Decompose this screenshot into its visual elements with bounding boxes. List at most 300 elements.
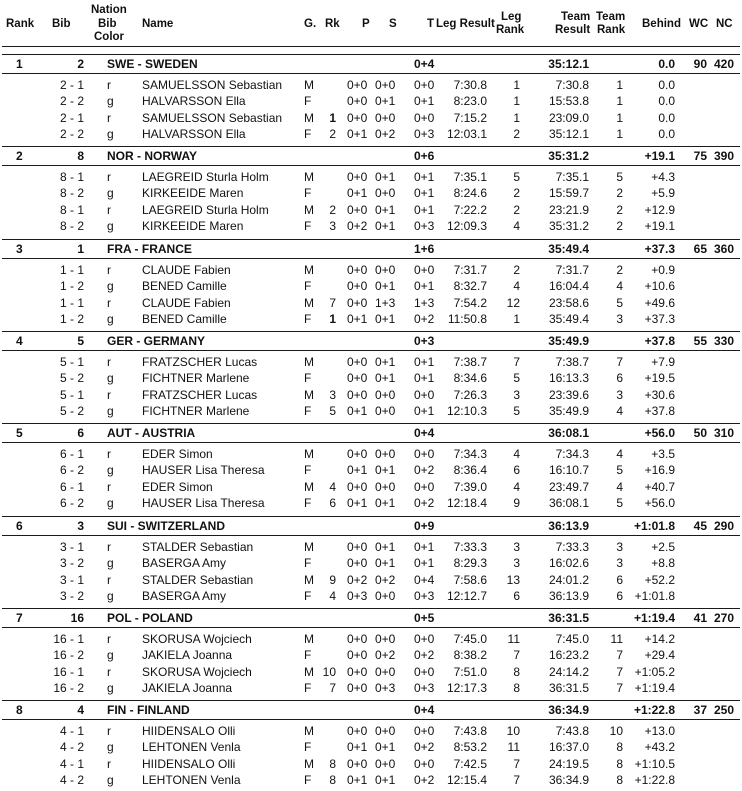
leg-s: 0+1 <box>375 556 396 571</box>
leg-leg-result: 8:36.4 <box>453 463 487 478</box>
leg-leg-rank: 2 <box>513 186 520 201</box>
leg-bib: 1 - 2 <box>59 279 84 294</box>
leg-color: g <box>107 219 114 234</box>
leg-team-result: 24:19.5 <box>548 756 589 771</box>
leg-team-result: 16:23.2 <box>548 648 589 663</box>
leg-t: 0+2 <box>414 496 435 511</box>
leg-team-rank: 2 <box>616 186 623 201</box>
leg-p: 0+0 <box>347 479 368 494</box>
team-bib: 1 <box>77 242 84 256</box>
leg-leg-result: 8:29.3 <box>453 556 487 571</box>
leg-bib: 16 - 2 <box>53 648 84 663</box>
team-row <box>2 516 740 536</box>
leg-leg-rank: 4 <box>513 279 520 294</box>
leg-name: LEHTONEN Venla <box>142 773 241 788</box>
leg-row <box>0 387 742 403</box>
team-bib: 6 <box>77 426 84 440</box>
header-name: Name <box>142 18 174 30</box>
leg-color: r <box>107 756 111 771</box>
leg-rk: 4 <box>329 479 336 494</box>
leg-behind: +1:22.8 <box>634 773 675 788</box>
leg-row <box>0 555 742 571</box>
leg-color: g <box>107 740 114 755</box>
leg-row <box>0 647 742 663</box>
team-row <box>2 700 740 720</box>
leg-s: 0+0 <box>375 632 396 647</box>
leg-color: r <box>107 110 111 125</box>
team-team-result: 35:31.2 <box>548 149 589 163</box>
leg-s: 0+2 <box>375 572 396 587</box>
leg-team-result: 16:04.4 <box>548 279 589 294</box>
header-s: S <box>389 18 397 30</box>
header-nation-line1: Nation <box>91 4 127 16</box>
leg-bib: 3 - 1 <box>59 572 84 587</box>
header-t: T <box>427 18 435 30</box>
leg-name: FICHTNER Marlene <box>142 404 250 419</box>
leg-team-result: 7:31.7 <box>555 263 589 278</box>
leg-name: HALVARSSON Ella <box>142 94 246 109</box>
leg-name: KIRKEEIDE Maren <box>142 186 244 201</box>
leg-t: 0+1 <box>414 202 435 217</box>
leg-t: 0+2 <box>414 648 435 663</box>
leg-rk: 8 <box>329 756 336 771</box>
leg-bib: 6 - 2 <box>59 496 84 511</box>
leg-leg-rank: 11 <box>507 740 520 755</box>
team-wc: 55 <box>693 334 707 348</box>
leg-t: 0+0 <box>414 664 435 679</box>
leg-name: HAUSER Lisa Theresa <box>142 463 265 478</box>
leg-leg-rank: 9 <box>513 496 520 511</box>
leg-bib: 6 - 1 <box>59 479 84 494</box>
leg-row <box>0 631 742 647</box>
leg-leg-rank: 5 <box>513 170 520 185</box>
leg-t: 0+3 <box>414 681 435 696</box>
leg-leg-result: 11:50.8 <box>447 312 487 327</box>
leg-color: g <box>107 648 114 663</box>
team-nc: 290 <box>713 519 734 533</box>
leg-rk: 4 <box>329 589 336 604</box>
team-row <box>2 331 740 351</box>
leg-team-rank: 7 <box>616 355 623 370</box>
leg-behind: 0.0 <box>658 127 675 142</box>
leg-leg-result: 7:31.7 <box>453 263 487 278</box>
leg-name: HALVARSSON Ella <box>142 127 246 142</box>
team-behind: +56.0 <box>644 426 675 440</box>
leg-g: M <box>304 756 314 771</box>
leg-s: 0+1 <box>375 170 396 185</box>
leg-bib: 5 - 1 <box>59 387 84 402</box>
leg-team-result: 24:01.2 <box>548 572 589 587</box>
leg-t: 1+3 <box>414 295 435 310</box>
team-block <box>0 331 742 419</box>
leg-leg-rank: 13 <box>506 572 520 587</box>
leg-team-result: 35:12.1 <box>548 127 589 142</box>
leg-row <box>0 772 742 788</box>
leg-team-result: 7:45.0 <box>555 632 589 647</box>
leg-t: 0+0 <box>414 387 435 402</box>
team-rank: 6 <box>16 519 23 533</box>
leg-t: 0+4 <box>414 572 435 587</box>
leg-bib: 3 - 2 <box>59 556 84 571</box>
leg-g: F <box>304 94 312 109</box>
leg-team-rank: 6 <box>616 589 623 604</box>
leg-g: M <box>304 632 314 647</box>
team-wc: 45 <box>693 519 707 533</box>
leg-team-rank: 1 <box>616 127 623 142</box>
leg-behind: 0.0 <box>658 78 675 93</box>
leg-p: 0+1 <box>347 773 368 788</box>
leg-color: r <box>107 295 111 310</box>
leg-color: r <box>107 540 111 555</box>
leg-leg-rank: 7 <box>513 648 520 663</box>
leg-behind: +40.7 <box>644 479 675 494</box>
leg-leg-result: 8:34.6 <box>453 371 487 386</box>
leg-leg-rank: 7 <box>513 355 520 370</box>
leg-behind: +14.2 <box>644 632 675 647</box>
team-bib: 3 <box>77 519 84 533</box>
team-team-result: 35:12.1 <box>548 57 589 71</box>
team-behind: +37.8 <box>644 334 675 348</box>
team-nation: FIN - FINLAND <box>107 703 190 717</box>
team-nation: POL - POLAND <box>107 611 193 625</box>
leg-t: 0+1 <box>414 371 435 386</box>
leg-t: 0+0 <box>414 78 435 93</box>
leg-team-rank: 1 <box>616 94 623 109</box>
team-block <box>0 54 742 142</box>
leg-leg-result: 12:15.4 <box>446 773 487 788</box>
team-bib: 8 <box>77 149 84 163</box>
leg-row <box>0 664 742 680</box>
leg-behind: +1:05.2 <box>634 664 675 679</box>
team-t: 0+4 <box>414 703 435 717</box>
leg-p: 0+0 <box>347 447 368 462</box>
leg-p: 0+1 <box>347 404 368 419</box>
header-leg-rank-line2: Rank <box>496 24 525 36</box>
leg-leg-result: 12:03.1 <box>446 127 487 142</box>
leg-t: 0+1 <box>414 94 435 109</box>
leg-bib: 5 - 2 <box>59 371 84 386</box>
leg-leg-rank: 12 <box>506 295 520 310</box>
leg-color: r <box>107 572 111 587</box>
leg-bib: 4 - 2 <box>59 773 84 788</box>
leg-g: F <box>304 648 312 663</box>
leg-g: F <box>304 312 312 327</box>
leg-behind: 0.0 <box>658 94 675 109</box>
leg-s: 0+1 <box>375 496 396 511</box>
leg-p: 0+2 <box>347 572 368 587</box>
leg-p: 0+0 <box>347 387 368 402</box>
leg-rk: 2 <box>329 202 336 217</box>
leg-name: CLAUDE Fabien <box>142 263 231 278</box>
team-nc: 360 <box>713 242 734 256</box>
leg-p: 0+0 <box>347 371 368 386</box>
leg-team-result: 23:09.0 <box>548 110 589 125</box>
leg-team-rank: 1 <box>616 78 623 93</box>
leg-team-rank: 7 <box>616 681 623 696</box>
leg-color: g <box>107 279 114 294</box>
leg-name: BENED Camille <box>142 279 227 294</box>
leg-g: M <box>304 664 314 679</box>
leg-row <box>0 311 742 327</box>
leg-color: r <box>107 78 111 93</box>
team-nation: GER - GERMANY <box>107 334 206 348</box>
leg-g: M <box>304 387 314 402</box>
leg-g: M <box>304 110 314 125</box>
header-nation-line3: Color <box>94 31 125 43</box>
leg-s: 0+0 <box>375 186 396 201</box>
leg-name: FRATZSCHER Lucas <box>142 387 258 402</box>
leg-leg-result: 7:51.0 <box>453 664 487 679</box>
leg-row <box>0 723 742 739</box>
header-wc: WC <box>689 18 709 30</box>
leg-p: 0+0 <box>347 279 368 294</box>
leg-color: g <box>107 404 114 419</box>
leg-leg-rank: 3 <box>513 556 520 571</box>
leg-rk: 2 <box>329 127 336 142</box>
leg-t: 0+2 <box>414 773 435 788</box>
leg-s: 0+0 <box>375 78 396 93</box>
leg-behind: +0.9 <box>651 263 675 278</box>
leg-bib: 2 - 2 <box>59 94 84 109</box>
leg-g: F <box>304 496 312 511</box>
leg-leg-rank: 6 <box>513 463 520 478</box>
leg-rk: 8 <box>329 773 336 788</box>
leg-team-rank: 2 <box>616 219 623 234</box>
leg-row <box>0 370 742 386</box>
leg-t: 0+0 <box>414 447 435 462</box>
team-nc: 270 <box>713 611 734 625</box>
leg-name: EDER Simon <box>142 447 213 462</box>
leg-color: g <box>107 556 114 571</box>
leg-p: 0+0 <box>347 295 368 310</box>
leg-g: F <box>304 681 312 696</box>
leg-team-rank: 4 <box>616 279 623 294</box>
leg-s: 0+1 <box>375 371 396 386</box>
leg-p: 0+0 <box>347 110 368 125</box>
leg-p: 0+0 <box>347 632 368 647</box>
leg-leg-rank: 11 <box>507 632 520 647</box>
leg-g: M <box>304 572 314 587</box>
leg-color: g <box>107 496 114 511</box>
leg-t: 0+3 <box>414 589 435 604</box>
leg-team-result: 36:31.5 <box>548 681 589 696</box>
leg-name: HAUSER Lisa Theresa <box>142 496 265 511</box>
leg-color: g <box>107 186 114 201</box>
leg-team-result: 15:53.8 <box>548 94 589 109</box>
leg-leg-result: 12:12.7 <box>446 589 487 604</box>
leg-leg-result: 8:32.7 <box>453 279 487 294</box>
team-nation: AUT - AUSTRIA <box>107 426 196 440</box>
leg-bib: 4 - 1 <box>59 724 84 739</box>
leg-leg-result: 7:26.3 <box>453 387 487 402</box>
leg-p: 0+0 <box>347 664 368 679</box>
leg-bib: 2 - 1 <box>59 78 84 93</box>
leg-team-result: 35:31.2 <box>548 219 589 234</box>
leg-rk: 9 <box>329 572 336 587</box>
leg-row <box>0 403 742 419</box>
leg-bib: 6 - 1 <box>59 447 84 462</box>
team-row <box>2 608 740 628</box>
leg-team-result: 15:59.7 <box>548 186 589 201</box>
leg-t: 0+0 <box>414 756 435 771</box>
leg-behind: +1:10.5 <box>634 756 675 771</box>
leg-s: 0+0 <box>375 756 396 771</box>
leg-s: 0+1 <box>375 219 396 234</box>
leg-team-result: 7:35.1 <box>555 170 589 185</box>
leg-s: 0+2 <box>375 127 396 142</box>
team-rank: 5 <box>16 426 23 440</box>
leg-team-rank: 5 <box>616 496 623 511</box>
leg-s: 0+1 <box>375 202 396 217</box>
leg-color: r <box>107 387 111 402</box>
leg-g: F <box>304 463 312 478</box>
leg-team-result: 16:13.3 <box>548 371 589 386</box>
leg-color: r <box>107 170 111 185</box>
team-block <box>0 239 742 327</box>
leg-p: 0+0 <box>347 540 368 555</box>
leg-row <box>0 462 742 478</box>
team-row <box>2 423 740 443</box>
team-team-result: 36:08.1 <box>548 426 589 440</box>
leg-leg-result: 8:38.2 <box>453 648 487 663</box>
team-nation: SWE - SWEDEN <box>107 57 198 71</box>
leg-behind: +5.9 <box>651 186 675 201</box>
leg-p: 0+0 <box>347 94 368 109</box>
leg-t: 0+1 <box>414 355 435 370</box>
leg-t: 0+1 <box>414 556 435 571</box>
leg-row <box>0 572 742 588</box>
leg-p: 0+1 <box>347 463 368 478</box>
leg-s: 0+0 <box>375 664 396 679</box>
team-block <box>0 608 742 696</box>
leg-t: 0+2 <box>414 740 435 755</box>
leg-row <box>0 479 742 495</box>
leg-color: g <box>107 371 114 386</box>
team-team-result: 36:34.9 <box>548 703 589 717</box>
leg-color: g <box>107 127 114 142</box>
leg-rk: 1 <box>329 312 336 327</box>
leg-t: 0+2 <box>414 312 435 327</box>
team-bib: 16 <box>70 611 84 625</box>
leg-leg-rank: 4 <box>513 219 520 234</box>
leg-g: F <box>304 740 312 755</box>
leg-team-rank: 7 <box>616 648 623 663</box>
leg-leg-rank: 7 <box>513 756 520 771</box>
team-behind: +1:22.8 <box>633 703 675 717</box>
leg-s: 0+0 <box>375 724 396 739</box>
leg-g: F <box>304 279 312 294</box>
team-t: 1+6 <box>414 242 435 256</box>
leg-color: r <box>107 632 111 647</box>
leg-name: JAKIELA Joanna <box>142 648 233 663</box>
leg-rk: 7 <box>329 681 336 696</box>
team-rank: 3 <box>16 242 23 256</box>
team-t: 0+4 <box>414 57 435 71</box>
leg-bib: 8 - 2 <box>59 219 84 234</box>
leg-color: r <box>107 263 111 278</box>
leg-p: 0+0 <box>347 202 368 217</box>
leg-p: 0+1 <box>347 127 368 142</box>
leg-row <box>0 739 742 755</box>
leg-s: 0+1 <box>375 94 396 109</box>
header-divider <box>2 46 740 47</box>
leg-team-rank: 2 <box>616 202 623 217</box>
team-nc: 310 <box>713 426 734 440</box>
leg-p: 0+0 <box>347 756 368 771</box>
leg-g: M <box>304 355 314 370</box>
leg-name: STALDER Sebastian <box>142 540 254 555</box>
team-rank: 2 <box>16 149 23 163</box>
leg-t: 0+0 <box>414 263 435 278</box>
leg-behind: +30.6 <box>644 387 675 402</box>
leg-behind: +1:19.4 <box>634 681 675 696</box>
leg-t: 0+1 <box>414 186 435 201</box>
leg-behind: +37.3 <box>644 312 675 327</box>
leg-name: STALDER Sebastian <box>142 572 254 587</box>
header-team-result-line1: Team <box>561 11 591 23</box>
leg-rk: 3 <box>329 387 336 402</box>
leg-leg-rank: 3 <box>513 540 520 555</box>
leg-team-rank: 2 <box>616 263 623 278</box>
leg-s: 0+1 <box>375 355 396 370</box>
leg-row <box>0 169 742 185</box>
team-row <box>2 146 740 166</box>
leg-leg-result: 12:18.4 <box>446 496 487 511</box>
leg-p: 0+0 <box>347 681 368 696</box>
team-nc: 250 <box>713 703 734 717</box>
leg-rk: 7 <box>329 295 336 310</box>
leg-row <box>0 278 742 294</box>
leg-leg-rank: 8 <box>513 681 520 696</box>
leg-leg-rank: 10 <box>506 724 520 739</box>
leg-leg-result: 7:30.8 <box>453 78 487 93</box>
leg-leg-result: 12:09.3 <box>446 219 487 234</box>
team-team-result: 35:49.9 <box>548 334 589 348</box>
table-header <box>0 0 742 46</box>
leg-bib: 1 - 1 <box>59 295 84 310</box>
leg-leg-result: 7:15.2 <box>453 110 487 125</box>
leg-bib: 8 - 2 <box>59 186 84 201</box>
leg-row <box>0 110 742 126</box>
leg-s: 0+0 <box>375 447 396 462</box>
leg-leg-result: 12:17.3 <box>446 681 487 696</box>
team-rank: 1 <box>16 57 23 71</box>
leg-behind: +3.5 <box>651 447 675 462</box>
leg-bib: 1 - 1 <box>59 263 84 278</box>
team-behind: +1:19.4 <box>633 611 675 625</box>
leg-p: 0+0 <box>347 170 368 185</box>
header-nation-line2: Bib <box>98 18 117 30</box>
header-p: P <box>362 18 370 30</box>
leg-p: 0+1 <box>347 496 368 511</box>
leg-behind: +12.9 <box>644 202 675 217</box>
leg-behind: +8.8 <box>651 556 675 571</box>
team-rank: 8 <box>16 703 23 717</box>
leg-color: g <box>107 589 114 604</box>
leg-leg-rank: 3 <box>513 387 520 402</box>
leg-g: M <box>304 540 314 555</box>
team-wc: 37 <box>693 703 707 717</box>
leg-s: 0+1 <box>375 279 396 294</box>
leg-color: r <box>107 724 111 739</box>
leg-name: JAKIELA Joanna <box>142 681 233 696</box>
leg-team-rank: 1 <box>616 110 623 125</box>
leg-team-result: 23:39.6 <box>548 387 589 402</box>
leg-color: r <box>107 479 111 494</box>
team-nation: NOR - NORWAY <box>107 149 198 163</box>
leg-row <box>0 126 742 142</box>
leg-bib: 3 - 2 <box>59 589 84 604</box>
